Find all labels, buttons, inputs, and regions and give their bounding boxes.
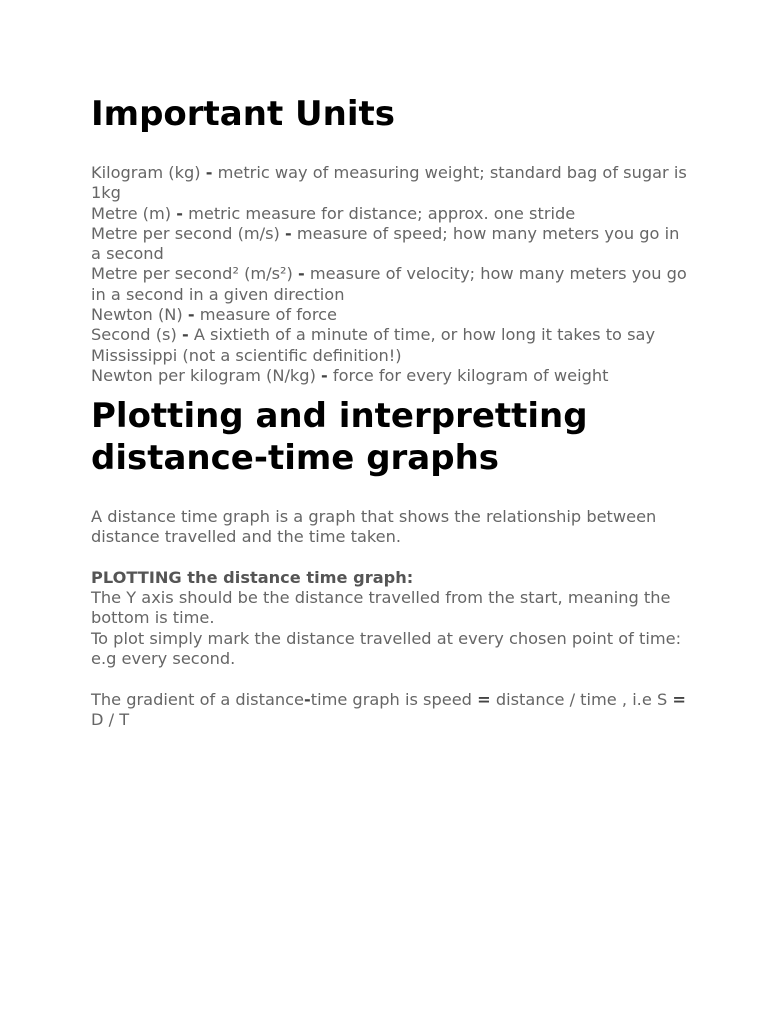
unit-separator: - <box>181 325 189 345</box>
unit-item-kilogram <box>91 163 687 204</box>
unit-separator: - <box>176 203 183 223</box>
unit-description: measure of velocity; how many meters you go in a second in a given direction <box>91 264 687 304</box>
gradient-equals: = <box>477 689 491 709</box>
plotting-body <box>91 507 687 730</box>
gradient-dash: - <box>304 689 311 709</box>
formula-rest: D / T <box>91 709 130 729</box>
unit-item-newton <box>91 305 687 325</box>
unit-term: Newton per kilogram (N/kg) <box>91 365 316 385</box>
gradient-text <box>91 690 687 731</box>
units-list <box>91 163 687 386</box>
unit-separator: - <box>298 264 305 284</box>
unit-separator: - <box>285 223 292 243</box>
unit-term: Newton (N) <box>91 305 183 325</box>
gradient-text-middle: time graph is speed <box>310 689 472 709</box>
unit-item-metre <box>91 204 687 224</box>
gradient-text-end: distance / time , i.e <box>495 689 652 709</box>
unit-description: measure of force <box>199 305 337 325</box>
gradient-text-start: The gradient of a distance <box>91 689 304 709</box>
unit-description: metric way of measuring weight; standard bag of sugar is 1kg <box>91 163 687 203</box>
unit-description: metric measure for distance; approx. one stride <box>188 203 576 223</box>
unit-description: A sixtieth of a minute of time, or how long it takes to say Mississippi (not a scientific definition!) <box>91 325 656 365</box>
paragraph-gap <box>91 669 687 689</box>
unit-item-newton-per-kilogram <box>91 366 687 386</box>
units-heading: Important Units <box>91 94 395 134</box>
unit-term: Metre (m) <box>91 203 172 223</box>
plotting-heading: Plotting and interpretting distance-time graphs <box>91 396 588 478</box>
unit-item-metre-per-second <box>91 224 687 265</box>
unit-separator: - <box>321 365 328 385</box>
intro-paragraph: A distance time graph is a graph that shows the relationship between distance travelled and the time taken. <box>91 507 657 547</box>
unit-item-metre-per-second-squared <box>91 264 687 305</box>
plotting-subheading: PLOTTING the distance time graph: <box>91 567 414 587</box>
unit-description: force for every kilogram of weight <box>332 365 609 385</box>
plotting-y-axis-text: The Y axis should be the distance travelled from the start, meaning the bottom is time. <box>91 588 671 628</box>
unit-separator: - <box>187 305 195 325</box>
unit-item-second <box>91 325 687 366</box>
unit-description: measure of speed; how many meters you go in a second <box>91 223 680 264</box>
formula-s: S <box>656 689 668 709</box>
unit-term: Metre per second² (m/s²) <box>91 264 293 284</box>
plotting-method-text: To plot simply mark the distance travelled at every chosen point of time: e.g every second. <box>91 628 682 669</box>
formula-equals: = <box>672 689 686 709</box>
unit-term: Second (s) <box>91 325 177 345</box>
unit-separator: - <box>205 163 213 182</box>
unit-term: Metre per second (m/s) <box>91 223 280 243</box>
paragraph-gap <box>91 548 687 568</box>
unit-term: Kilogram (kg) <box>91 163 201 182</box>
